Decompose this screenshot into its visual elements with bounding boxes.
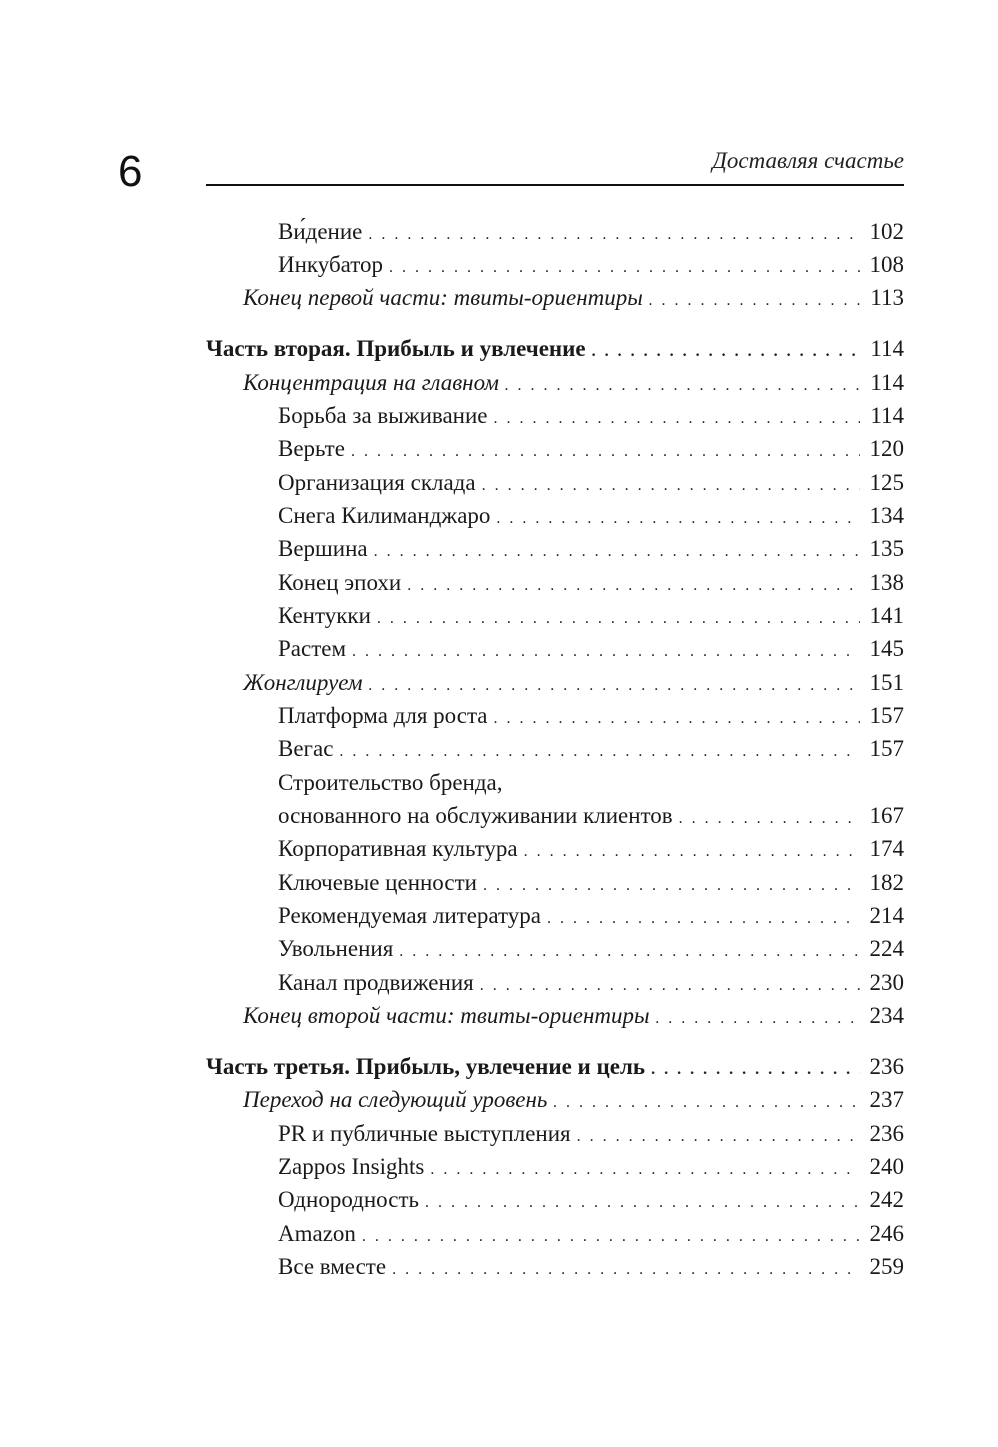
- toc-entry: [278, 499, 904, 533]
- toc-entry-title: Концентрация на главном: [243, 370, 499, 395]
- toc-entry-title: Переход на следующий уровень: [243, 1087, 548, 1112]
- toc-entry-title: Однородность: [278, 1187, 419, 1212]
- toc-entry-page: 246: [869, 1221, 904, 1246]
- toc-entry-page: 134: [869, 503, 904, 528]
- toc-entry-page: 242: [869, 1187, 904, 1212]
- dot-leader: [679, 802, 860, 836]
- toc-entry: [278, 832, 904, 866]
- toc-entry-title: Рекомендуемая литература: [278, 903, 541, 928]
- toc-entry-page: 230: [869, 970, 904, 995]
- toc-entry-title: Растем: [278, 636, 347, 661]
- dot-leader: [656, 1002, 860, 1036]
- dot-leader: [399, 935, 860, 969]
- toc-entry-title: Конец эпохи: [278, 570, 402, 595]
- toc-entry-page: 259: [869, 1254, 904, 1279]
- toc-entry-title: Канал продвижения: [278, 970, 474, 995]
- toc-entry-title: Часть третья. Прибыль, увлечение и цель: [206, 1054, 646, 1079]
- toc-entry-title: Amazon: [278, 1221, 356, 1246]
- toc-entry: [278, 432, 904, 466]
- toc-entry-title: Платформа для роста: [278, 703, 488, 728]
- toc-entry: [278, 532, 904, 566]
- toc-entry: [278, 566, 904, 600]
- toc-entry: [278, 248, 904, 282]
- toc-entry: [278, 1117, 904, 1151]
- toc-entry: [278, 599, 904, 633]
- toc-entry-page: 157: [869, 736, 904, 761]
- toc-entry-page: 113: [870, 285, 904, 310]
- dot-leader: [592, 335, 860, 369]
- toc-entry-title: Организация склада: [278, 470, 476, 495]
- toc-entry-page: 125: [869, 470, 904, 495]
- toc-part: [206, 1050, 904, 1084]
- dot-leader: [369, 669, 860, 703]
- dot-leader: [374, 535, 860, 569]
- toc-entry-page: 224: [869, 936, 904, 961]
- dot-leader: [389, 251, 860, 285]
- toc-entry-page: 234: [869, 1003, 904, 1028]
- dot-leader: [377, 602, 860, 636]
- toc-entry-title: Корпоративная культура: [278, 836, 518, 861]
- toc-entry-page: 236: [869, 1121, 904, 1146]
- toc-entry-title: Жонглируем: [243, 670, 363, 695]
- dot-leader: [547, 902, 860, 936]
- toc-chapter: [243, 366, 904, 400]
- dot-leader: [494, 402, 860, 436]
- toc-entry-page: 102: [869, 219, 904, 244]
- toc-entry-page: 138: [869, 570, 904, 595]
- toc-chapter: [243, 1083, 904, 1117]
- toc-entry-page: 240: [869, 1154, 904, 1179]
- toc-entry-page: 214: [869, 903, 904, 928]
- toc-entry: [278, 399, 904, 433]
- toc-entry: [278, 215, 904, 249]
- toc-entry-title: Инкубатор: [278, 252, 384, 277]
- toc-entry-page: 135: [869, 536, 904, 561]
- dot-leader: [339, 735, 860, 769]
- toc-entry: [278, 632, 904, 666]
- toc-entry-title: Конец первой части: твиты-ориентиры: [243, 285, 643, 310]
- dot-leader: [430, 1153, 860, 1187]
- toc-entry-page: 145: [869, 636, 904, 661]
- toc-entry-page: 157: [869, 703, 904, 728]
- page-number: 6: [118, 147, 143, 196]
- toc-chapter: [243, 281, 904, 315]
- toc-entry-page: 120: [869, 436, 904, 461]
- toc-entry-title: основанного на обслуживании клиентов: [278, 803, 673, 828]
- dot-leader: [483, 869, 860, 903]
- toc-entry-title: Конец второй части: твиты-ориентиры: [243, 1003, 650, 1028]
- toc-entry-title: PR и публичные выступления: [278, 1121, 571, 1146]
- toc-entry-page: 151: [869, 670, 904, 695]
- running-head: Доставляя счастье: [712, 148, 904, 173]
- dot-leader: [392, 1253, 860, 1287]
- dot-leader: [577, 1120, 860, 1154]
- dot-leader: [649, 284, 860, 318]
- toc-entry-page: 114: [870, 370, 904, 395]
- dot-leader: [524, 835, 860, 869]
- toc-entry-title: Кентукки: [278, 603, 371, 628]
- dot-leader: [425, 1186, 860, 1220]
- toc-entry-title: Верьте: [278, 436, 345, 461]
- toc-chapter: [243, 999, 904, 1033]
- toc-entry-title: Ключевые ценности: [278, 870, 477, 895]
- toc-part: [206, 332, 904, 366]
- toc-entry-page: 108: [869, 252, 904, 277]
- toc-entry-title: Ви́дение: [278, 219, 363, 244]
- toc-entry-page: 182: [869, 870, 904, 895]
- toc-chapter: [243, 666, 904, 700]
- toc-entry-title: Борьба за выживание: [278, 403, 488, 428]
- toc-entry-title: Все вместе: [278, 1254, 387, 1279]
- toc-entry: [278, 866, 904, 900]
- toc-entry-title: Увольнения: [278, 936, 394, 961]
- dot-leader: [480, 969, 860, 1003]
- dot-leader: [494, 702, 861, 736]
- toc-entry-title: Zappos Insights: [278, 1154, 425, 1179]
- dot-leader: [651, 1053, 860, 1087]
- toc-entry-page: 141: [869, 603, 904, 628]
- dot-leader: [368, 218, 860, 252]
- toc-entry: [278, 1250, 904, 1284]
- toc-entry-page: 167: [869, 803, 904, 828]
- toc-entry-page: 114: [870, 336, 904, 361]
- toc-entry-title: Часть вторая. Прибыль и увлечение: [206, 336, 586, 361]
- toc-entry-page: 236: [869, 1054, 904, 1079]
- dot-leader: [496, 502, 860, 536]
- toc-entry: [278, 466, 904, 500]
- toc-entry-title: Снега Килиманджаро: [278, 503, 491, 528]
- dot-leader: [352, 635, 860, 669]
- toc-entry-page: 114: [870, 403, 904, 428]
- toc-entry-page: 237: [869, 1087, 904, 1112]
- toc-entry: [278, 799, 904, 833]
- dot-leader: [407, 569, 860, 603]
- dot-leader: [505, 369, 860, 403]
- toc-entry-title: Вегас: [278, 736, 334, 761]
- toc-entry: [278, 732, 904, 766]
- toc-entry: [278, 1183, 904, 1217]
- dot-leader: [553, 1086, 860, 1120]
- toc-entry-page: 174: [869, 836, 904, 861]
- toc-entry: [278, 932, 904, 966]
- dot-leader: [362, 1220, 860, 1254]
- toc-entry-title-line1: Строительство бренда,: [278, 770, 503, 795]
- toc-entry-title: Вершина: [278, 536, 368, 561]
- dot-leader: [482, 469, 860, 503]
- toc-entry: [278, 1150, 904, 1184]
- toc-entry: [278, 966, 904, 1000]
- toc-entry: [278, 1217, 904, 1251]
- toc-entry: [278, 699, 904, 733]
- toc-entry: [278, 899, 904, 933]
- dot-leader: [351, 435, 860, 469]
